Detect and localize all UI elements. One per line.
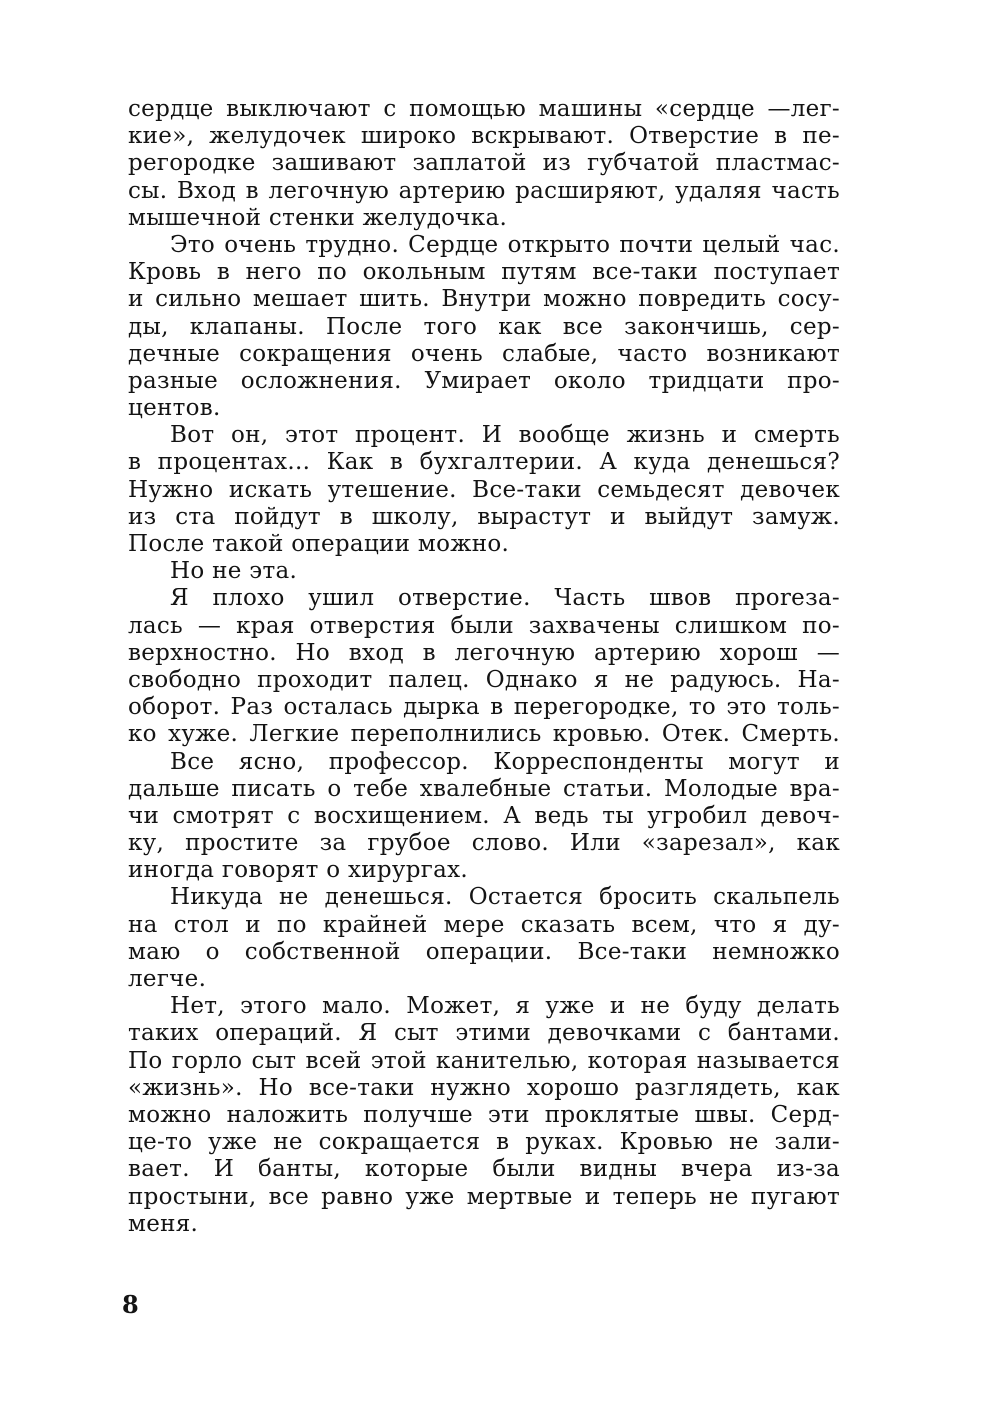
text-line: иногда говорят о хирургах.	[128, 857, 468, 884]
text-line: в процентах... Как в бухгалтерии. А куда денешься?	[128, 449, 840, 476]
text-line: маю о собственной операции. Все-таки немножко	[128, 938, 840, 965]
text-line: верхностно. Но вход в легочную артерию хорош —	[128, 639, 840, 666]
text-line: оборот. Раз осталась дырка в перегородке, то это толь-	[128, 694, 840, 721]
text-line: Нужно искать утешение. Все-таки семьдесят девочек	[128, 476, 840, 503]
text-line: Все ясно, профессор. Корреспонденты могут и	[170, 748, 840, 775]
text-line: Это очень трудно. Сердце открыто почти целый час.	[170, 231, 840, 258]
text-line: Но не эта.	[170, 558, 298, 585]
text-line: сердце выключают с помощью машины «сердце —лег-	[128, 96, 840, 122]
text-line: Кровь в него по окольным путям все-таки поступает	[128, 259, 840, 286]
text-line: таких операций. Я сыт этими девочками с бантами.	[128, 1020, 840, 1047]
text-line: дечные сокращения очень слабые, часто возникают	[128, 340, 840, 367]
text-line: це-то уже не сокращается в руках. Кровью не зали-	[128, 1129, 840, 1156]
text-line: Вот он, этот процент. И вообще жизнь и смерть	[170, 422, 840, 449]
text-line: ды, клапаны. После того как все закончишь, сер-	[128, 313, 840, 340]
text-line: вает. И банты, которые были видны вчера из-за	[128, 1156, 840, 1183]
text-line: можно наложить получше эти проклятые швы. Серд-	[128, 1101, 840, 1128]
page-number: 8	[122, 1290, 139, 1319]
text-line: лась — края отверстия были захвачены слишком по-	[128, 612, 840, 639]
text-line: центов.	[128, 395, 221, 422]
text-line: свободно проходит палец. Однако я не радуюсь. На-	[128, 666, 840, 693]
text-line: меня.	[128, 1210, 199, 1237]
text-line: дальше писать о тебе хвалебные статьи. Молодые вра-	[128, 775, 840, 802]
text-line: По горло сыт всей этой канителью, которая называется	[128, 1047, 840, 1074]
text-line: регородке зашивают заплатой из губчатой пластмас-	[128, 150, 840, 177]
text-line: Никуда не денешься. Остается бросить скальпель	[170, 884, 840, 911]
text-line: из ста пойдут в школу, вырастут и выйдут замуж.	[128, 503, 840, 530]
text-line: кие», желудочек широко вскрывают. Отверстие в пе-	[128, 123, 840, 150]
body-text	[128, 96, 840, 1238]
text-line: и сильно мешает шить. Внутри можно повредить сосу-	[128, 286, 840, 313]
text-line: легче.	[128, 966, 207, 992]
text-line: мышечной стенки желудочка.	[128, 204, 508, 231]
text-line: чи смотрят с восхищением. А ведь ты угробил девоч-	[128, 802, 840, 829]
text-line: на стол и по крайней мере сказать всем, что я ду-	[128, 911, 840, 938]
text-line: ку, простите за грубое слово. Или «зарезал», как	[128, 830, 840, 857]
text-line: «жизнь». Но все-таки нужно хорошо разглядеть, как	[128, 1074, 840, 1101]
text-line: Я плохо ушил отверстие. Часть швов проreза-	[170, 585, 840, 612]
text-line: простыни, все равно уже мертвые и теперь не пугают	[128, 1183, 840, 1210]
text-line: После такой операции можно.	[128, 531, 510, 557]
text-line: сы. Вход в легочную артерию расширяют, удаляя часть	[128, 177, 840, 204]
text-line: разные осложнения. Умирает около тридцати про-	[128, 367, 840, 394]
text-line: Нет, этого мало. Может, я уже и не буду делать	[170, 993, 840, 1020]
text-line: ко хуже. Легкие переполнились кровью. Отек. Смерть.	[128, 721, 840, 748]
